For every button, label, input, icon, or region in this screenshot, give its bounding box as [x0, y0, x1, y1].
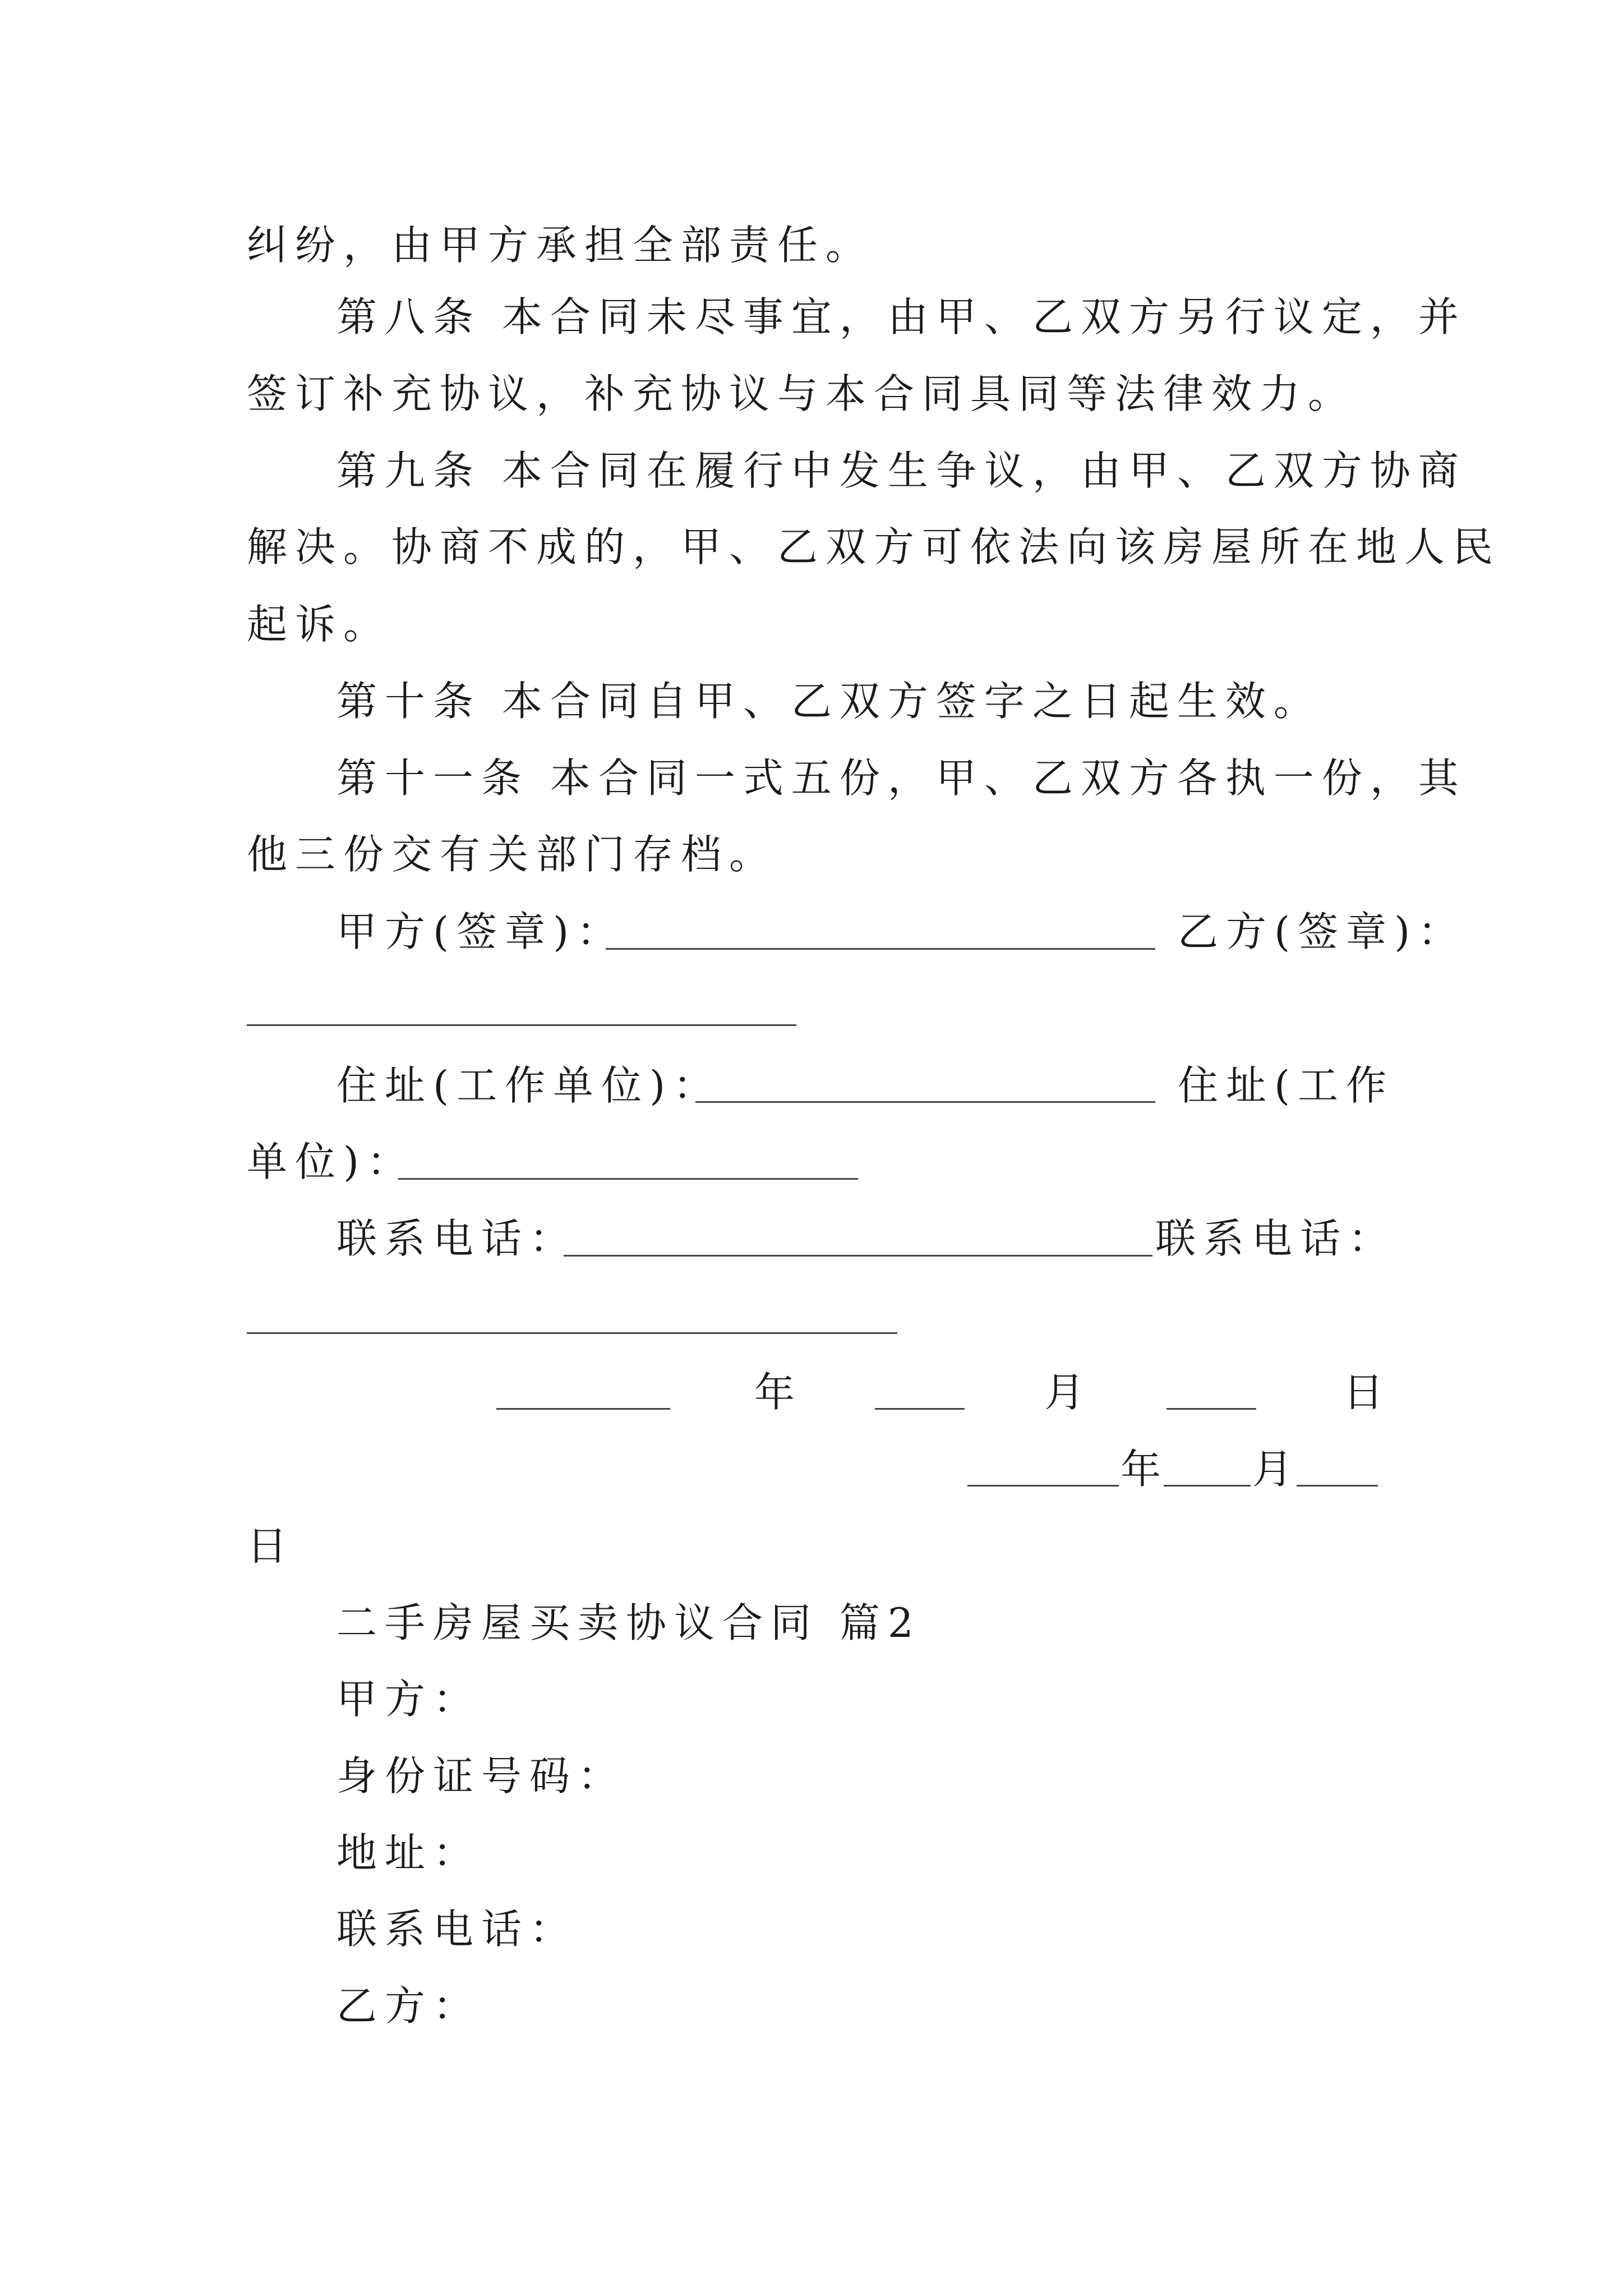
article-8-line-1: 第八条 本合同未尽事宜，由甲、乙双方另行议定，并 [336, 293, 1467, 341]
date-1-month-label: 月 [1044, 1369, 1085, 1416]
party-b-phone-blank [247, 1332, 897, 1334]
field-id-number: 身份证号码： [336, 1752, 626, 1800]
field-party-a: 甲方： [336, 1676, 482, 1723]
party-b-phone-label: 联系电话： [1155, 1215, 1397, 1262]
date-1-day-label: 日 [1343, 1369, 1384, 1416]
field-phone: 联系电话： [336, 1906, 578, 1953]
date-1-day-blank [1166, 1408, 1256, 1410]
date-2-month-blank [1164, 1485, 1251, 1487]
party-b-signature-blank [247, 1024, 796, 1026]
article-10: 第十条 本合同自甲、乙双方签字之日起生效。 [336, 678, 1322, 725]
party-a-phone-label: 联系电话： [336, 1215, 578, 1262]
article-8-line-2: 签订补充协议，补充协议与本合同具同等法律效力。 [247, 370, 1357, 417]
date-2-year-label: 年 [1121, 1446, 1161, 1493]
party-a-address-label: 住址(工作单位)： [336, 1062, 722, 1109]
article-9-line-3: 起诉。 [247, 601, 392, 648]
party-b-address-blank [398, 1178, 858, 1180]
party-b-signature-label: 乙方(签章)： [1178, 908, 1467, 955]
date-2-day-label: 日 [247, 1522, 288, 1570]
section-2-title: 二手房屋买卖协议合同 篇2 [336, 1599, 921, 1646]
party-a-signature-label: 甲方(签章)： [336, 908, 625, 955]
article-11-line-2: 他三份交有关部门存档。 [247, 831, 778, 878]
date-1-year-label: 年 [754, 1369, 795, 1416]
field-party-b: 乙方： [336, 1982, 482, 2030]
article-9-line-2: 解决。协商不成的，甲、乙双方可依法向该房屋所在地人民 [247, 523, 1501, 570]
paragraph-line: 纠纷，由甲方承担全部责任。 [247, 222, 874, 269]
party-b-address-label-line-2: 单位)： [247, 1138, 416, 1185]
party-b-address-label-line-1: 住址(工作 [1178, 1062, 1395, 1109]
date-1-year-blank [496, 1408, 670, 1410]
article-9-line-1: 第九条 本合同在履行中发生争议，由甲、乙双方协商 [336, 447, 1467, 494]
field-address: 地址： [336, 1829, 482, 1876]
date-1-month-blank [875, 1408, 965, 1410]
date-2-month-label: 月 [1252, 1446, 1293, 1493]
date-2-day-blank [1297, 1485, 1378, 1487]
article-11-line-1: 第十一条 本合同一式五份，甲、乙双方各执一份，其 [336, 754, 1467, 802]
party-a-phone-blank [564, 1255, 1152, 1257]
party-a-signature-blank [606, 948, 1155, 950]
party-a-address-blank [695, 1101, 1155, 1103]
date-2-year-blank [967, 1485, 1119, 1487]
